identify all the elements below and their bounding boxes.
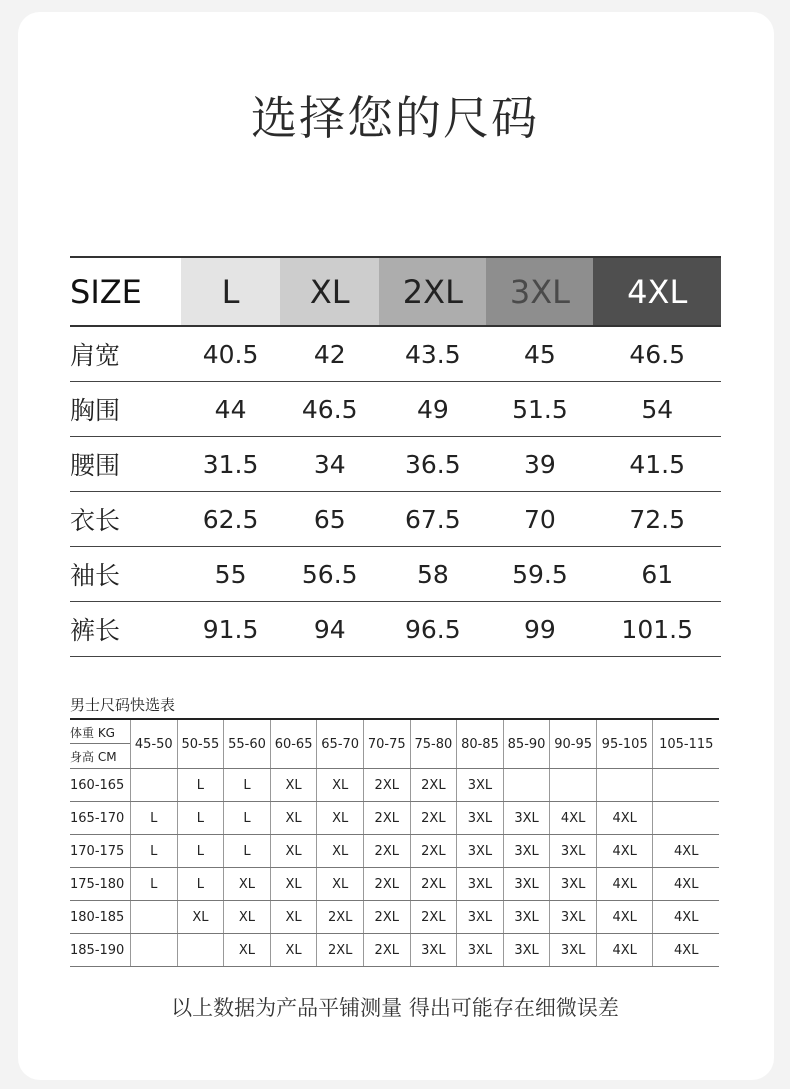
quick-table-row xyxy=(70,934,719,967)
measure-row-top-length xyxy=(70,492,721,547)
recommended-size-cell: 3XL xyxy=(457,802,504,835)
recommended-size-cell: 3XL xyxy=(503,901,550,934)
height-range-label: 180-185 xyxy=(70,901,131,934)
recommended-size-cell: 3XL xyxy=(457,769,504,802)
measure-value: 101.5 xyxy=(593,602,721,657)
height-range-label: 160-165 xyxy=(70,769,131,802)
recommended-size-cell: 2XL xyxy=(410,868,457,901)
recommended-size-cell: 3XL xyxy=(457,835,504,868)
quick-table-row xyxy=(70,835,719,868)
recommended-size-cell: L xyxy=(224,835,271,868)
recommended-size-cell: L xyxy=(177,769,224,802)
recommended-size-cell: L xyxy=(131,868,178,901)
measure-label: 衣长 xyxy=(70,492,181,547)
recommended-size-cell: 3XL xyxy=(457,934,504,967)
recommended-size-cell: XL xyxy=(317,835,364,868)
quick-corner-cell xyxy=(70,719,131,769)
measure-value: 44 xyxy=(181,382,280,437)
recommended-size-cell xyxy=(653,802,719,835)
recommended-size-cell: 2XL xyxy=(363,769,410,802)
recommended-size-cell: XL xyxy=(224,901,271,934)
measure-row-chest xyxy=(70,382,721,437)
recommended-size-cell xyxy=(503,769,550,802)
recommended-size-cell: XL xyxy=(224,868,271,901)
height-range-label: 170-175 xyxy=(70,835,131,868)
recommended-size-cell: 2XL xyxy=(410,901,457,934)
weight-range-header: 60-65 xyxy=(270,719,317,769)
recommended-size-cell: 2XL xyxy=(363,802,410,835)
recommended-size-cell: 4XL xyxy=(653,901,719,934)
measure-value: 62.5 xyxy=(181,492,280,547)
recommended-size-cell: 3XL xyxy=(503,868,550,901)
measure-value: 94 xyxy=(280,602,379,657)
recommended-size-cell: XL xyxy=(270,802,317,835)
recommended-size-cell: 4XL xyxy=(596,934,653,967)
recommended-size-cell: L xyxy=(224,769,271,802)
recommended-size-cell: XL xyxy=(224,934,271,967)
recommended-size-cell: XL xyxy=(270,769,317,802)
recommended-size-cell: 2XL xyxy=(410,802,457,835)
recommended-size-cell: 3XL xyxy=(550,868,597,901)
recommended-size-cell: XL xyxy=(270,835,317,868)
quick-table-body xyxy=(70,769,719,967)
quick-table-row xyxy=(70,802,719,835)
size-header-label: SIZE xyxy=(70,257,181,326)
recommended-size-cell: 4XL xyxy=(596,901,653,934)
measure-value: 96.5 xyxy=(379,602,486,657)
measure-value: 54 xyxy=(593,382,721,437)
measure-row-shoulder xyxy=(70,326,721,382)
measure-value: 55 xyxy=(181,547,280,602)
recommended-size-cell: XL xyxy=(270,901,317,934)
measure-value: 99 xyxy=(486,602,593,657)
size-header-3xl: 3XL xyxy=(486,257,593,326)
weight-range-header: 70-75 xyxy=(363,719,410,769)
recommended-size-cell: 3XL xyxy=(550,901,597,934)
recommended-size-cell: L xyxy=(177,835,224,868)
recommended-size-cell: L xyxy=(224,802,271,835)
weight-range-header: 90-95 xyxy=(550,719,597,769)
recommended-size-cell: 2XL xyxy=(410,769,457,802)
measure-value: 58 xyxy=(379,547,486,602)
size-header-l: L xyxy=(181,257,280,326)
measure-value: 51.5 xyxy=(486,382,593,437)
recommended-size-cell xyxy=(131,901,178,934)
size-header-2xl: 2XL xyxy=(379,257,486,326)
measure-value: 65 xyxy=(280,492,379,547)
measure-value: 72.5 xyxy=(593,492,721,547)
recommended-size-cell: 2XL xyxy=(363,934,410,967)
recommended-size-cell xyxy=(131,769,178,802)
measure-value: 31.5 xyxy=(181,437,280,492)
weight-range-header: 55-60 xyxy=(224,719,271,769)
recommended-size-cell: XL xyxy=(317,802,364,835)
recommended-size-cell: XL xyxy=(317,868,364,901)
recommended-size-cell: 3XL xyxy=(550,934,597,967)
recommended-size-cell: XL xyxy=(270,934,317,967)
height-axis-label: 身高 CM xyxy=(70,750,117,764)
quick-size-table xyxy=(70,718,719,967)
recommended-size-cell: 4XL xyxy=(653,835,719,868)
recommended-size-cell: XL xyxy=(177,901,224,934)
quick-table-row xyxy=(70,868,719,901)
recommended-size-cell: 3XL xyxy=(410,934,457,967)
measure-value: 56.5 xyxy=(280,547,379,602)
recommended-size-cell: L xyxy=(131,802,178,835)
recommended-size-cell: 2XL xyxy=(317,934,364,967)
weight-range-header: 45-50 xyxy=(131,719,178,769)
recommended-size-cell: XL xyxy=(270,868,317,901)
measure-value: 39 xyxy=(486,437,593,492)
recommended-size-cell: 2XL xyxy=(317,901,364,934)
size-table xyxy=(70,256,721,657)
recommended-size-cell xyxy=(596,769,653,802)
height-range-label: 165-170 xyxy=(70,802,131,835)
quick-table-title: 男士尺码快选表 xyxy=(70,696,176,714)
recommended-size-cell xyxy=(177,934,224,967)
measure-value: 34 xyxy=(280,437,379,492)
recommended-size-cell: XL xyxy=(317,769,364,802)
measure-value: 49 xyxy=(379,382,486,437)
measurement-note: 以上数据为产品平铺测量 得出可能存在细微误差 xyxy=(171,996,619,1020)
recommended-size-cell xyxy=(550,769,597,802)
weight-range-header: 105-115 xyxy=(653,719,719,769)
recommended-size-cell: 3XL xyxy=(550,835,597,868)
recommended-size-cell: 2XL xyxy=(363,835,410,868)
size-header-xl: XL xyxy=(280,257,379,326)
weight-range-header: 50-55 xyxy=(177,719,224,769)
recommended-size-cell: L xyxy=(131,835,178,868)
recommended-size-cell: 3XL xyxy=(503,934,550,967)
quick-table-row xyxy=(70,901,719,934)
weight-range-header: 75-80 xyxy=(410,719,457,769)
recommended-size-cell: 4XL xyxy=(596,868,653,901)
height-range-label: 175-180 xyxy=(70,868,131,901)
recommended-size-cell: 3XL xyxy=(457,901,504,934)
measure-value: 67.5 xyxy=(379,492,486,547)
measure-value: 41.5 xyxy=(593,437,721,492)
recommended-size-cell: 2XL xyxy=(410,835,457,868)
recommended-size-cell: 3XL xyxy=(457,868,504,901)
recommended-size-cell: 3XL xyxy=(503,835,550,868)
measure-value: 40.5 xyxy=(181,326,280,382)
measure-value: 36.5 xyxy=(379,437,486,492)
measure-value: 46.5 xyxy=(280,382,379,437)
measure-value: 61 xyxy=(593,547,721,602)
measure-value: 91.5 xyxy=(181,602,280,657)
measure-value: 70 xyxy=(486,492,593,547)
recommended-size-cell: 2XL xyxy=(363,901,410,934)
recommended-size-cell: L xyxy=(177,868,224,901)
weight-range-header: 80-85 xyxy=(457,719,504,769)
page-title: 选择您的尺码 xyxy=(251,91,539,145)
weight-axis-label: 体重 KG xyxy=(70,721,130,744)
recommended-size-cell: 2XL xyxy=(363,868,410,901)
recommended-size-cell: 4XL xyxy=(653,934,719,967)
weight-range-header: 95-105 xyxy=(596,719,653,769)
measure-label: 裤长 xyxy=(70,602,181,657)
recommended-size-cell: 4XL xyxy=(596,835,653,868)
quick-header-row xyxy=(70,719,719,769)
measure-row-sleeve xyxy=(70,547,721,602)
recommended-size-cell: 3XL xyxy=(503,802,550,835)
recommended-size-cell: 4XL xyxy=(653,868,719,901)
measure-value: 45 xyxy=(486,326,593,382)
size-header-row xyxy=(70,257,721,326)
recommended-size-cell xyxy=(131,934,178,967)
weight-range-header: 65-70 xyxy=(317,719,364,769)
measure-value: 43.5 xyxy=(379,326,486,382)
measure-label: 胸围 xyxy=(70,382,181,437)
measure-label: 肩宽 xyxy=(70,326,181,382)
measure-row-waist xyxy=(70,437,721,492)
recommended-size-cell: 4XL xyxy=(596,802,653,835)
recommended-size-cell: L xyxy=(177,802,224,835)
weight-range-header: 85-90 xyxy=(503,719,550,769)
measure-value: 59.5 xyxy=(486,547,593,602)
height-range-label: 185-190 xyxy=(70,934,131,967)
measure-value: 42 xyxy=(280,326,379,382)
size-header-4xl: 4XL xyxy=(593,257,721,326)
quick-table-row xyxy=(70,769,719,802)
measure-row-pants-length xyxy=(70,602,721,657)
measure-label: 腰围 xyxy=(70,437,181,492)
recommended-size-cell xyxy=(653,769,719,802)
measure-label: 袖长 xyxy=(70,547,181,602)
measure-value: 46.5 xyxy=(593,326,721,382)
recommended-size-cell: 4XL xyxy=(550,802,597,835)
